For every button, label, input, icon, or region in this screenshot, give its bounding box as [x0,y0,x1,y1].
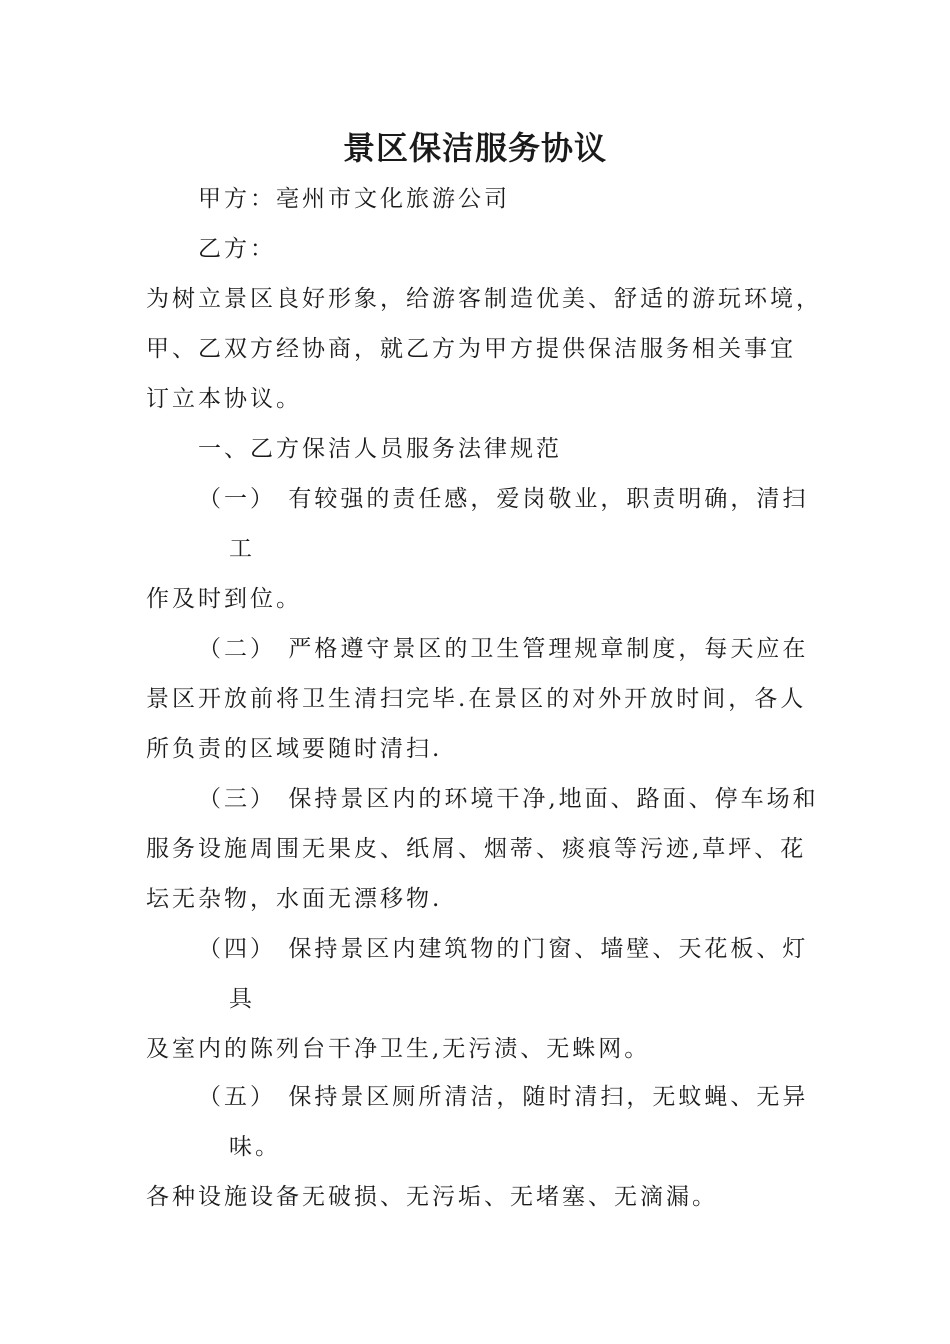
item-text-wrap: 工 [229,536,255,562]
item-text-continuation: 及室内的陈列台干净卫生,无污渍、无蛛网。 [146,1036,651,1062]
item-number-label: （一） [198,486,276,512]
document-title: 景区保洁服务协议 [342,129,607,167]
item-number-label: （四） [198,936,276,962]
party-b-line: 乙方： [198,236,276,262]
list-item-first-line [198,932,808,966]
item-number-label: （二） [198,636,276,662]
intro-line: 甲、乙双方经协商，就乙方为甲方提供保洁服务相关事宜 [146,336,796,362]
intro-line: 为树立景区良好形象，给游客制造优美、舒适的游玩环境， [146,286,822,312]
item-text-continuation: 景区开放前将卫生清扫完毕.在景区的对外开放时间，各人 [146,686,807,712]
item-text: 保持景区内的环境干净,地面、路面、停车场和 [288,786,819,812]
item-text-continuation: 所负责的区域要随时清扫. [146,736,443,762]
section-heading: 一、乙方保洁人员服务法律规范 [198,436,562,462]
item-text-wrap: 具 [229,986,255,1012]
list-item-first-line [198,482,808,516]
intro-line: 订立本协议。 [146,386,302,412]
item-text: 有较强的责任感，爱岗敬业，职责明确，清扫 [288,486,809,512]
item-text-continuation: 服务设施周围无果皮、纸屑、烟蒂、痰痕等污迹,草坪、花 [146,836,807,862]
item-text-wrap: 味。 [229,1134,281,1160]
item-number-label: （三） [198,786,276,812]
item-text-continuation: 作及时到位。 [146,586,302,612]
item-number-label: （五） [198,1084,276,1110]
party-a-line: 甲方：亳州市文化旅游公司 [198,186,510,212]
item-text: 保持景区内建筑物的门窗、墙壁、天花板、灯 [288,936,809,962]
list-item-first-line [198,632,808,666]
list-item-first-line [198,782,819,816]
list-item-first-line [198,1080,808,1114]
item-text-continuation: 坛无杂物，水面无漂移物. [146,886,443,912]
item-text-continuation: 各种设施设备无破损、无污垢、无堵塞、无滴漏。 [146,1184,718,1210]
item-text: 保持景区厕所清洁，随时清扫，无蚊蝇、无异 [288,1084,809,1110]
item-text: 严格遵守景区的卫生管理规章制度，每天应在 [288,636,809,662]
